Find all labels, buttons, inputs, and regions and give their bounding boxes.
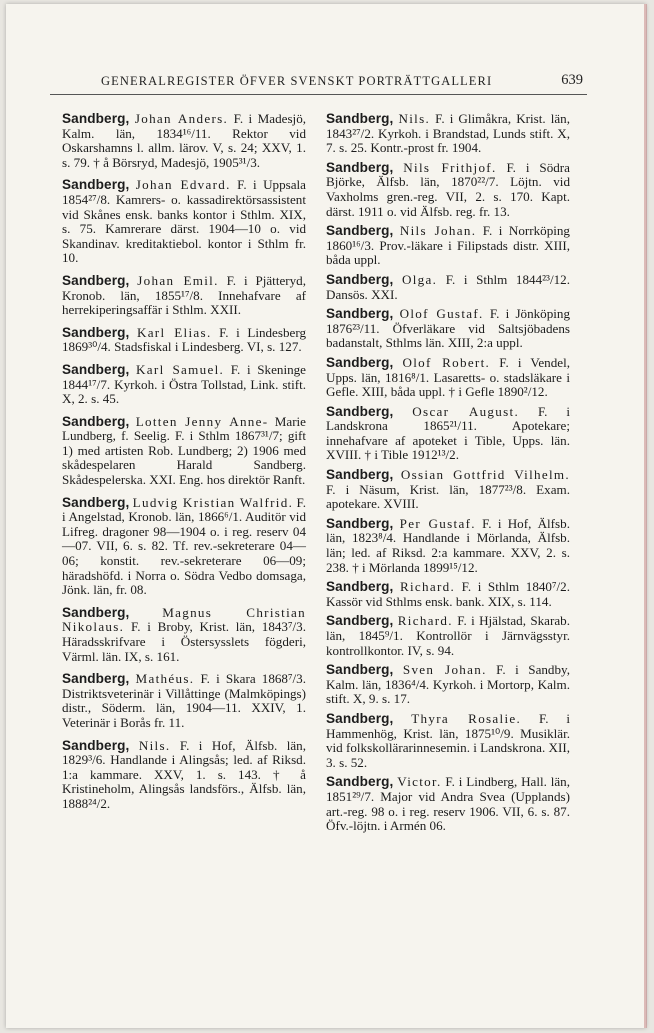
entry-surname: Sandberg, xyxy=(62,177,130,193)
entry-surname: Sandberg, xyxy=(326,306,394,322)
entry-text: F. i Broby, Krist. län, 1843⁷/3. Häradsskrifvare i Östersysslets fögderi, Värml. län. IX, s. 161. xyxy=(62,619,306,664)
register-entry xyxy=(326,614,570,658)
entry-given-names: Ludvig Kristian Walfrid. xyxy=(132,494,294,510)
entry-given-names: Sven Johan. xyxy=(402,662,487,678)
register-entry xyxy=(326,775,570,833)
entry-text: F. i Hammenhög, Krist. län, 1875¹⁰/9. Musiklär. vid folkskollärarinnesemin. i Landskrona. XII, 3. s. 52. xyxy=(326,710,570,770)
entry-given-names: Oscar August. xyxy=(412,403,520,419)
entry-surname: Sandberg, xyxy=(62,604,130,620)
entry-text: F. i Lindesberg 1869³⁰/4. Stadsfiskal i Lindesberg. VI, s. 127. xyxy=(62,324,306,355)
entry-text: F. i Pjätteryd, Kronob. län, 1855¹⁷/8. Innehafvare af herrekiperingsaffär i Sthlm. XXII. xyxy=(62,272,306,318)
register-entry xyxy=(62,739,306,812)
entry-text: F. i Landskrona 1865²¹/11. Apotekare; innehafvare af apoteket i Tible, Upps. län. XVIII. † i Tible 1912¹³/2. xyxy=(326,403,571,463)
register-entry xyxy=(326,161,570,219)
entry-given-names: Olof Gustaf. xyxy=(399,306,484,322)
entry-given-names: Richard. xyxy=(399,579,456,595)
entry-given-names: Johan Edvard. xyxy=(135,177,231,193)
entry-given-names: Ossian Gottfrid Vilhelm. xyxy=(400,467,570,483)
document-page xyxy=(6,4,646,1028)
entry-text: F. i Skara 1868⁷/3. Distriktsveterinär i Villåttinge (Malmköpings) distr., Söderm. län, 1904—11. XXIV, 1. Veterinär i Borås fr. 11. xyxy=(62,671,306,730)
entry-text: F. i Glimåkra, Krist. län, 1843²⁷/2. Kyrkoh. i Brandstad, Lunds stift. X, 7. s. 25. Kontr.-prost fr. 1904. xyxy=(326,111,570,156)
entry-text: F. i Skeninge 1844¹⁷/7. Kyrkoh. i Östra Tollstad, Link. stift. X, 2. s. 45. xyxy=(62,361,306,407)
entry-given-names: Karl Elias. xyxy=(136,324,212,340)
entry-given-names: Nils. xyxy=(398,111,431,126)
register-entry xyxy=(326,712,570,770)
register-entry xyxy=(326,405,570,463)
entry-surname: Sandberg, xyxy=(62,494,130,510)
register-entry xyxy=(326,468,570,512)
entry-surname: Sandberg, xyxy=(326,579,394,595)
entry-text: F. i Södra Björke, Älfsb. län, 1870²²/7. Löjtn. vid Vaxholms gren.-reg. VII, 2. s. 170. Kapt. därst. 1911 o. vid Älfsb. reg. fr. 13. xyxy=(326,159,570,219)
entry-given-names: Mathéus. xyxy=(135,671,195,687)
entry-text: F. i Sthlm 1840⁷/2. Kassör vid Sthlms ensk. bank. XIX, s. 114. xyxy=(326,579,571,609)
entry-surname: Sandberg, xyxy=(326,515,394,531)
entry-surname: Sandberg, xyxy=(62,413,130,429)
entry-given-names: Lotten Jenny Anne- xyxy=(135,413,269,429)
entry-text: F. i Uppsala 1854²⁷/8. Kamrers- o. kassadirektörsassistent vid Skånes ensk. banks kontor i Sthlm. XIX, s. 75. Kamrerare därst. 1904—10 o. vid Skandinav. kreditaktiebol. kontor i Sthlm fr. 10. xyxy=(62,177,306,266)
entry-given-names: Per Gustaf. xyxy=(399,515,476,531)
register-entry xyxy=(326,307,570,351)
entry-given-names: Richard. xyxy=(397,613,453,629)
entry-given-names: Karl Samuel. xyxy=(136,361,225,377)
entry-given-names: Thyra Rosalie. xyxy=(411,710,522,726)
page-number: 639 xyxy=(561,72,583,88)
entry-given-names: Johan Anders. xyxy=(134,111,229,126)
entry-text: F. i Vendel, Upps. län, 1816⁸/1. Lasaretts- o. stadsläkare i Gefle. XIII, båda uppl. † i Gefle 1890²/12. xyxy=(326,354,570,400)
entry-given-names: Olof Robert. xyxy=(402,354,491,370)
entry-given-names: Nils Johan. xyxy=(399,223,477,239)
entry-text: F. i Jönköping 1876²³/11. Öfverläkare vid Saltsjöbadens badanstalt, Sthlms län. XIII, 2:a uppl. xyxy=(326,306,571,351)
entry-surname: Sandberg, xyxy=(62,737,130,753)
register-entry xyxy=(62,112,306,170)
right-column xyxy=(326,112,570,839)
entry-text: F. i Sthlm 1844²³/12. Dansös. XXI. xyxy=(326,271,570,302)
entry-surname: Sandberg, xyxy=(326,467,394,483)
entry-text: F. i Angelstad, Kronob. län, 1866⁶/1. Auditör vid Lifreg. dragoner 98—1904 o. i reg. reserv 04—07. VII, 6. s. 82. Tf. rev.-sekreterare 04—06; konstit. rev.-sekreterare 06—09; häradshöfd. i Norra o. Södra Vedbo domsaga, Jönk. län, fr. 08. xyxy=(62,494,306,598)
entry-surname: Sandberg, xyxy=(326,159,394,175)
register-entry xyxy=(62,415,306,488)
entry-text: F. i Hjälstad, Skarab. län, 1845⁹/1. Kontrollör i Järnvägsstyr. kontrollkontor. IV, s. 94. xyxy=(326,613,570,658)
entry-given-names: Magnus Christian Nikolaus. xyxy=(62,604,306,635)
entry-given-names: Nils. xyxy=(138,737,171,753)
entry-text: F. i Madesjö, Kalm. län, 1834¹⁶/11. Rektor vid Oskarshamns l. allm. lärov. V, s. 24; XXV, 1. s. 79. † å Börsryd, Madesjö, 1905³¹/3. xyxy=(62,111,307,170)
register-entry xyxy=(62,326,306,355)
register-entry xyxy=(62,496,306,598)
entry-given-names: Olga. xyxy=(401,271,438,287)
entry-text: F. i Lindberg, Hall. län, 1851²⁹/7. Major vid Andra Svea (Upplands) art.-reg. 98 o. i reg. reserv 1906. VII, 6. s. 87. Öfv.-löjtn. i Armén 06. xyxy=(326,774,570,834)
header-title: GENERALREGISTER ÖFVER SVENSKT PORTRÄTTGALLERI xyxy=(101,74,493,88)
entry-surname: Sandberg, xyxy=(326,223,394,239)
register-entry xyxy=(62,606,306,664)
entry-surname: Sandberg, xyxy=(326,662,394,678)
entry-surname: Sandberg, xyxy=(62,671,130,687)
entry-surname: Sandberg, xyxy=(326,613,394,629)
entry-surname: Sandberg, xyxy=(326,774,394,790)
entry-surname: Sandberg, xyxy=(326,111,394,126)
register-entry xyxy=(62,274,306,318)
entry-surname: Sandberg, xyxy=(326,710,394,726)
entry-given-names: Nils Frithjof. xyxy=(403,159,497,175)
entry-surname: Sandberg, xyxy=(326,271,394,287)
entry-text: Marie Lundberg, f. Seelig. F. i Sthlm 1867³¹/7; gift 1) med artisten Rob. Lundberg; 2) 1906 med skådespelaren Harald Sandberg. Skådespelerska. XXI. Eng. hos direktör Ranft. xyxy=(62,413,306,488)
entry-surname: Sandberg, xyxy=(62,111,130,126)
entry-text: F. i Sandby, Kalm. län, 1836⁴/4. Kyrkoh. i Mortorp, Kalm. stift. X, 9. s. 17. xyxy=(326,662,570,707)
register-entry xyxy=(326,663,570,707)
header-rule xyxy=(50,94,587,95)
running-header xyxy=(101,74,583,89)
entry-surname: Sandberg, xyxy=(326,354,394,370)
register-entry xyxy=(62,178,306,266)
entry-text: F. i Näsum, Krist. län, 1877²³/8. Exam. apotekare. XVIII. xyxy=(326,481,570,512)
entry-surname: Sandberg, xyxy=(62,272,130,288)
register-entry xyxy=(326,273,570,302)
entry-surname: Sandberg, xyxy=(326,403,394,419)
register-entry xyxy=(326,356,570,400)
register-entry xyxy=(62,672,306,730)
register-entry xyxy=(326,224,570,268)
register-entry xyxy=(326,517,570,575)
entry-given-names: Victor. xyxy=(397,774,442,790)
entry-surname: Sandberg, xyxy=(62,361,130,377)
entry-text: F. i Hof, Älfsb. län, 1823⁸/4. Handlande i Mörlanda, Älfsb. län; led. af Riksd. 2:a kammare. XXV, 2. s. 238. † i Mörlanda 1899¹⁵/12. xyxy=(326,515,570,575)
left-column xyxy=(62,112,306,820)
register-entry xyxy=(62,363,306,407)
register-entry xyxy=(326,112,570,156)
register-entry xyxy=(326,580,570,609)
entry-text: F. i Hof, Älfsb. län, 1829³/6. Handlande i Alingsås; led. af Riksd. 1:a kammare. XXV, 1. s. 143. † å Kristineholm, Alingsås landsförs., Älfsb. län, 1888²⁴/2. xyxy=(62,737,306,811)
entry-text: F. i Norrköping 1860¹⁶/3. Prov.-läkare i Filipstads distr. XIII, båda uppl. xyxy=(326,223,570,268)
entry-given-names: Johan Emil. xyxy=(137,272,219,288)
entry-surname: Sandberg, xyxy=(62,324,130,340)
